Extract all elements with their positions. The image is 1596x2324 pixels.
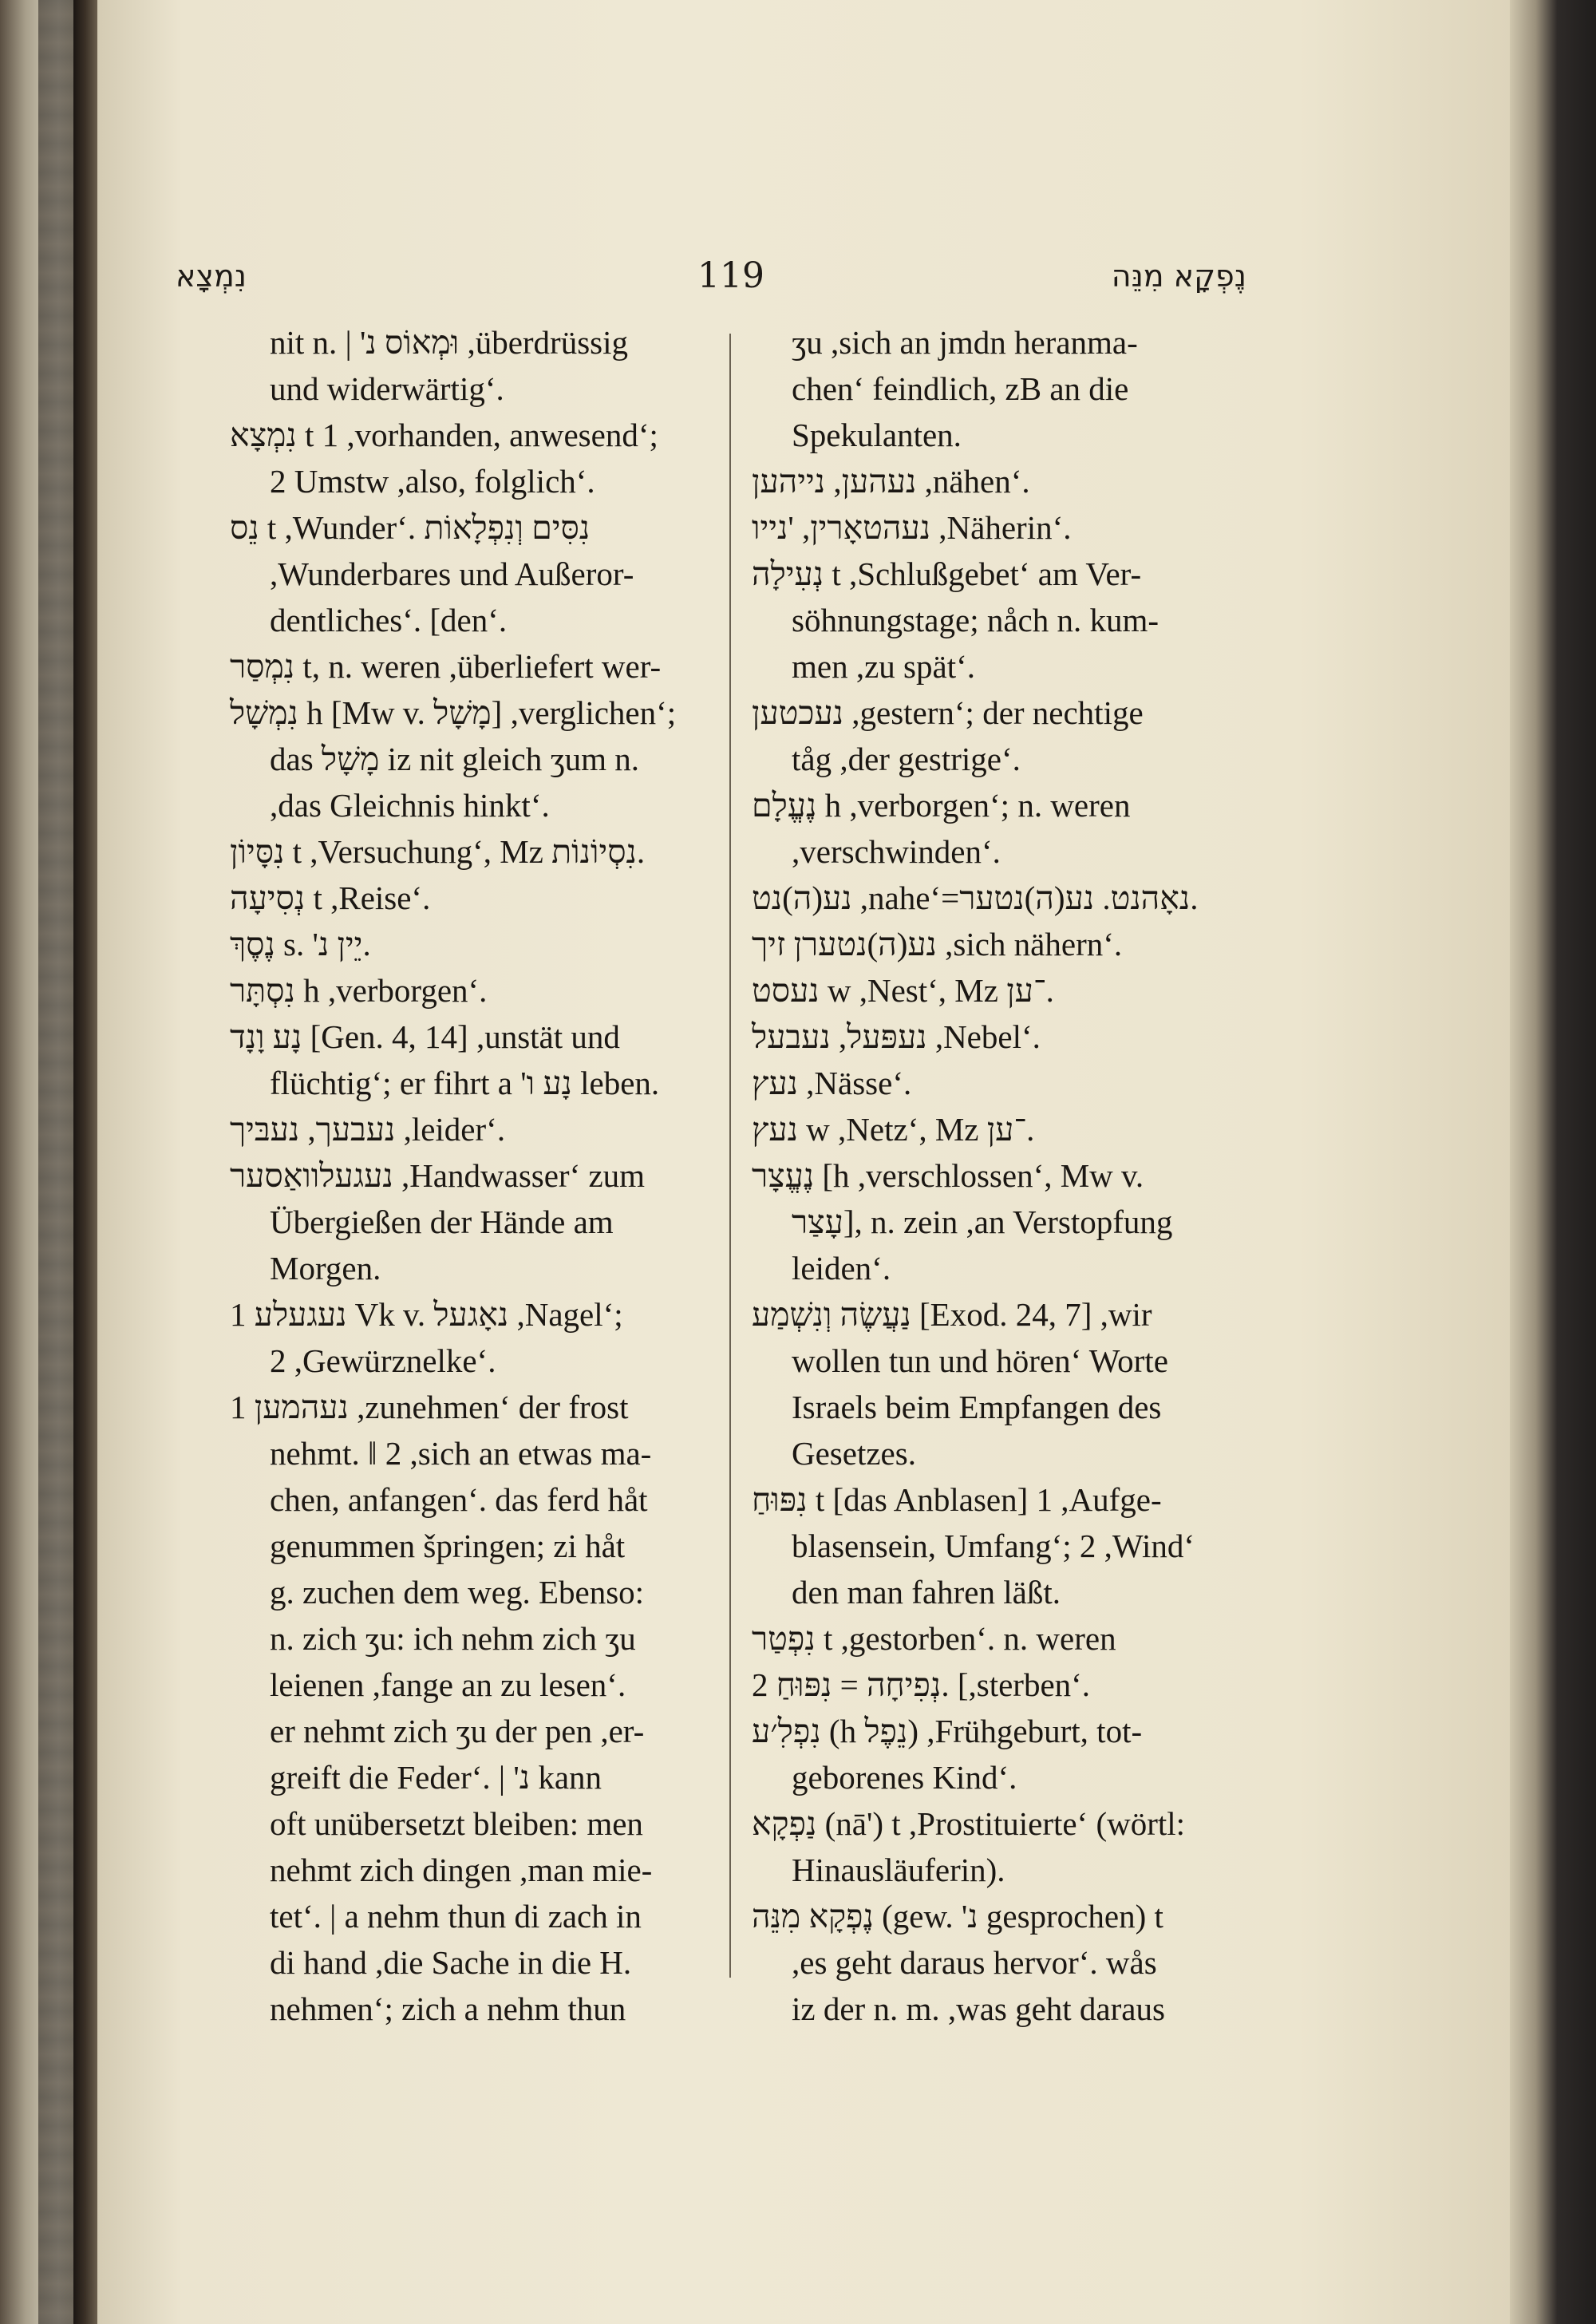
dictionary-line: נעפּעל, נעבעל ,Nebel‘. bbox=[752, 1018, 1041, 1055]
dictionary-line: נֶסֶךְ s. 'יֵין נ. bbox=[230, 926, 371, 962]
dictionary-line: נְעִילָה t ,Schlußgebet‘ am Ver- bbox=[752, 555, 1142, 592]
dictionary-line: Übergießen der Hände am bbox=[270, 1204, 614, 1240]
dictionary-line: ,verschwinden‘. bbox=[792, 833, 1001, 870]
dictionary-line: und widerwärtig‘. bbox=[270, 370, 504, 407]
dictionary-line: ,das Gleichnis hinkt‘. bbox=[270, 787, 550, 824]
dictionary-line: נִמְסַר t, n. weren ,überliefert wer- bbox=[230, 648, 662, 685]
dictionary-line: נעהען, נייהען ,nähen‘. bbox=[752, 463, 1030, 500]
dictionary-line: ,Wunderbares und Außeror- bbox=[270, 555, 634, 592]
dictionary-line: נעגעלע 1 Vk v. נאָגעל ,Nagel‘; bbox=[230, 1296, 623, 1333]
dictionary-line: נֶפְקָא מִנֵּה (gew. 'נ gesprochen) t bbox=[752, 1898, 1163, 1935]
dictionary-line: nit n. | 'וּמְאוֹס נ ,überdrüssig bbox=[270, 324, 628, 361]
dictionary-line: נעהמען 1 ,zunehmen‘ der frost bbox=[230, 1389, 629, 1425]
dictionary-line: er nehmt zich ʒu der pen ,er- bbox=[270, 1713, 645, 1749]
dictionary-line: di hand ,die Sache in die H. bbox=[270, 1944, 632, 1981]
dictionary-line: das מָשָׁל iz nit gleich ʒum n. bbox=[270, 741, 640, 777]
dictionary-line: נָע וָנָד [Gen. 4, 14] ,unstät und bbox=[230, 1018, 620, 1055]
dictionary-line: dentliches‘. [den‘. bbox=[270, 602, 508, 638]
dictionary-line: נִסָּיוֹן t ,Versuchung‘, Mz נִסְיוֹנוֹת. bbox=[230, 833, 646, 870]
dictionary-line: wollen tun und hören‘ Worte bbox=[792, 1342, 1168, 1379]
dictionary-line: נֶעֱצָר [h ,verschlossen‘, Mw v. bbox=[752, 1157, 1144, 1194]
dictionary-line: נעגעלוואַסער ,Handwasser‘ zum bbox=[230, 1157, 646, 1194]
page-number: 119 bbox=[697, 255, 764, 296]
dictionary-line: Israels beim Empfangen des bbox=[792, 1389, 1162, 1425]
dictionary-line: iz der n. m. ,was geht daraus bbox=[792, 1990, 1165, 2027]
page-gutter bbox=[73, 0, 97, 2324]
dictionary-line: söhnungstage; nåch n. kum- bbox=[792, 602, 1159, 638]
dictionary-line: Morgen. bbox=[270, 1250, 381, 1286]
left-column bbox=[230, 319, 717, 2032]
dictionary-line: נִמְצָא t 1 ,vorhanden, anwesend‘; bbox=[230, 417, 658, 453]
dictionary-line: נעהטאָרין, 'נייו ,Näherin‘. bbox=[752, 509, 1072, 546]
dictionary-line: נֶעֱלָם h ,verborgen‘; n. weren bbox=[752, 787, 1131, 824]
right-column bbox=[752, 319, 1237, 2032]
dictionary-line: נעץ w ,Netz‘, Mz ־ען. bbox=[752, 1111, 1035, 1148]
book-spine bbox=[38, 0, 73, 2324]
dictionary-line: genummen špringen; zi håt bbox=[270, 1528, 626, 1564]
dictionary-line: tet‘. | a nehm thun di zach in bbox=[270, 1898, 642, 1935]
dictionary-line: blasensein, Umfang‘; 2 ,Wind‘ bbox=[792, 1528, 1195, 1564]
dictionary-line: נִפְטַר t ,gestorben‘. n. weren bbox=[752, 1620, 1116, 1657]
dictionary-line: Gesetzes. bbox=[792, 1435, 916, 1472]
dictionary-line: nehmt zich dingen ,man mie- bbox=[270, 1852, 653, 1888]
column-divider bbox=[729, 334, 731, 1978]
dictionary-line: נַפְקָא (nā') t ,Prostituierte‘ (wörtl: bbox=[752, 1805, 1186, 1842]
dictionary-line: men ,zu spät‘. bbox=[792, 648, 975, 685]
dictionary-line: נע(ה)נט ,nahe‘=נאָהנט. נע(ה)נטער. bbox=[752, 879, 1199, 916]
dictionary-line: נִפְלִ׳ע (h נֵפֶל) ,Frühgeburt, tot- bbox=[752, 1713, 1143, 1749]
dictionary-line: leienen ,fange an zu lesen‘. bbox=[270, 1666, 626, 1703]
dictionary-line: נְסִיעָה t ,Reise‘. bbox=[230, 879, 431, 916]
dictionary-line: greift die Feder‘. | 'נ kann bbox=[270, 1759, 602, 1796]
dictionary-line: tåg ,der gestrige‘. bbox=[792, 741, 1021, 777]
dictionary-line: ,es geht daraus hervor‘. wås bbox=[792, 1944, 1157, 1981]
dictionary-line: נעבעך, נעבּיך ,leider‘. bbox=[230, 1111, 506, 1148]
dictionary-line: נִסְתָּר h ,verborgen‘. bbox=[230, 972, 488, 1009]
dictionary-line: Spekulanten. bbox=[792, 417, 962, 453]
dictionary-line: נִפּוּחַ t [das Anblasen] 1 ,Aufge- bbox=[752, 1481, 1162, 1518]
book-cover-edge bbox=[1510, 0, 1596, 2324]
dictionary-line: נעסט w ,Nest‘, Mz ־ען. bbox=[752, 972, 1054, 1009]
dictionary-line: נעץ ,Nässe‘. bbox=[752, 1065, 912, 1101]
dictionary-line: 2 ,Gewürznelke‘. bbox=[270, 1342, 496, 1379]
dictionary-line: chen, anfangen‘. das ferd håt bbox=[270, 1481, 648, 1518]
dictionary-line: נִמְשָׁל h [Mw v. מָשָׁל] ,verglichen‘; bbox=[230, 694, 677, 731]
dictionary-line: chen‘ feindlich, zB an die bbox=[792, 370, 1129, 407]
dictionary-line: נֵס t ,Wunder‘. נִסִּים וְנִפְלָאוֹת bbox=[230, 509, 591, 546]
dictionary-line: 2 Umstw ,also, folglich‘. bbox=[270, 463, 595, 500]
dictionary-line: leiden‘. bbox=[792, 1250, 891, 1286]
dictionary-line: נע(ה)נטערן זיך ,sich nähern‘. bbox=[752, 926, 1123, 962]
dictionary-line: flüchtig‘; er fihrt a 'נָע ו leben. bbox=[270, 1065, 660, 1101]
dictionary-line: oft unübersetzt bleiben: men bbox=[270, 1805, 643, 1842]
running-head-right: נֶפְקָא מִנֵּה bbox=[1111, 259, 1246, 294]
running-head-left: נִמְצָא bbox=[176, 259, 247, 294]
dictionary-line: den man fahren läßt. bbox=[792, 1574, 1061, 1611]
dictionary-line: נעכטען ,gestern‘; der nechtige bbox=[752, 694, 1144, 731]
dictionary-line: nehmt. ‖ 2 ,sich an etwas ma- bbox=[270, 1435, 652, 1472]
dictionary-line: geborenes Kind‘. bbox=[792, 1759, 1017, 1796]
dictionary-line: n. zich ʒu: ich nehm zich ʒu bbox=[270, 1620, 636, 1657]
dictionary-line: נַעֲשֶׂה וְנִשְׁמַע [Exod. 24, 7] ,wir bbox=[752, 1296, 1152, 1333]
dictionary-line: עָצַר], n. zein ,an Verstopfung bbox=[792, 1204, 1173, 1240]
dictionary-line: נְפִיחָה = נִפּוּחַ 2. [,sterben‘. bbox=[752, 1666, 1091, 1703]
dictionary-line: nehmen‘; zich a nehm thun bbox=[270, 1990, 626, 2027]
dictionary-line: g. zuchen dem weg. Ebenso: bbox=[270, 1574, 645, 1611]
dictionary-line: ʒu ,sich an jmdn heranma- bbox=[792, 324, 1138, 361]
dictionary-line: Hinausläuferin). bbox=[792, 1852, 1005, 1888]
